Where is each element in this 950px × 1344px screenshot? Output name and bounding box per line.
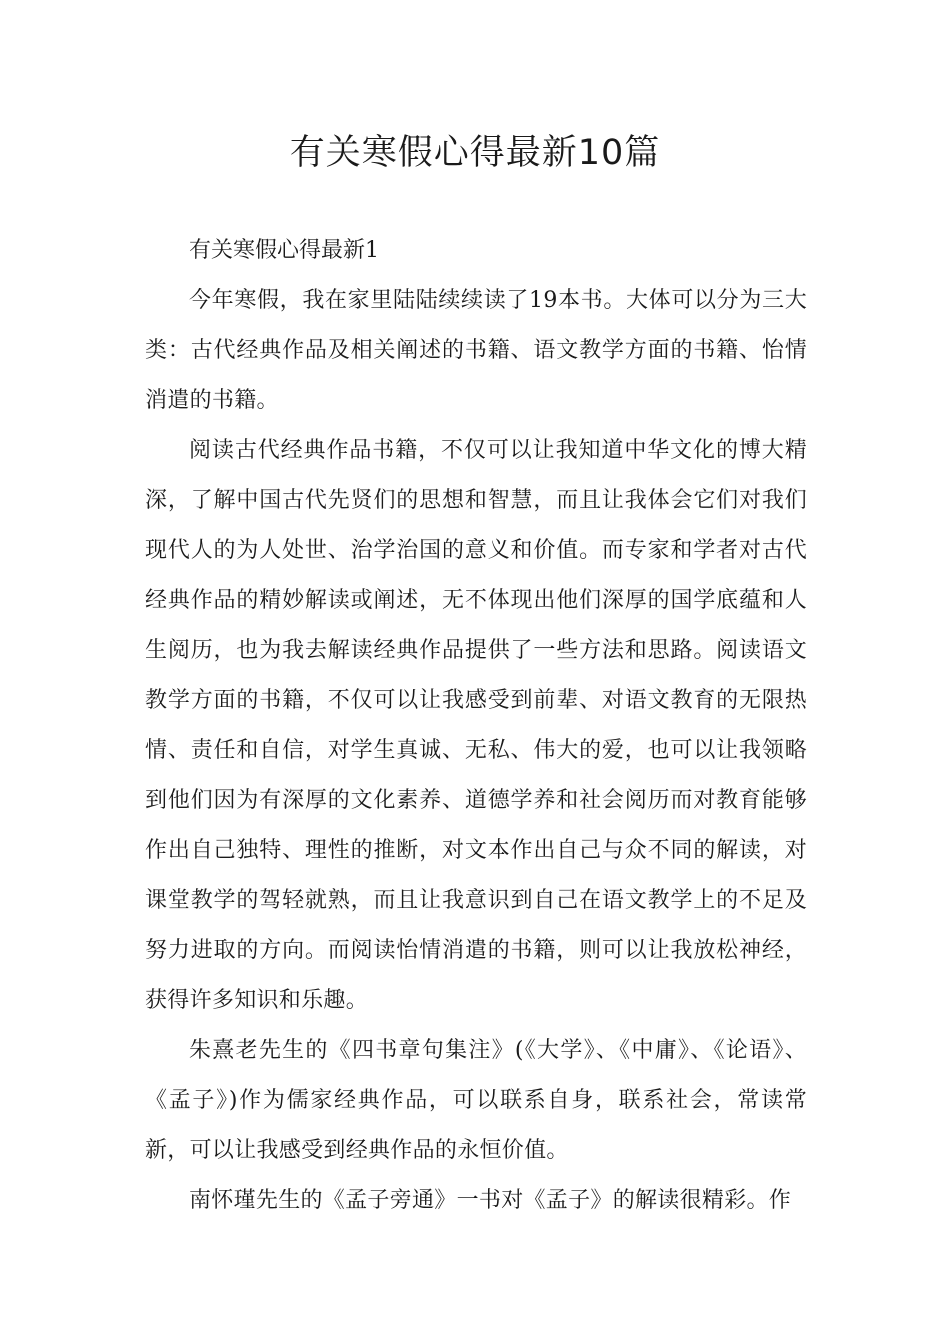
document-body — [145, 226, 807, 1226]
paragraph-2: 阅读古代经典作品书籍，不仅可以让我知道中华文化的博大精深，了解中国古代先贤们的思想和智慧，而且让我体会它们对我们现代人的为人处世、治学治国的意义和价值。而专家和学者对古代经典作品的精妙解读或阐述，无不体现出他们深厚的国学底蕴和人生阅历，也为我去解读经典作品提供了一些方法和思路。阅读语文教学方面的书籍，不仅可以让我感受到前辈、对语文教育的无限热情、责任和自信，对学生真诚、无私、伟大的爱，也可以让我领略到他们因为有深厚的文化素养、道德学养和社会阅历而对教育能够作出自己独特、理性的推断，对文本作出自己与众不同的解读，对课堂教学的驾轻就熟，而且让我意识到自己在语文教学上的不足及努力进取的方向。而阅读怡情消遣的书籍，则可以让我放松神经，获得许多知识和乐趣。 — [145, 438, 807, 1013]
paragraph-4: 南怀瑾先生的《孟子旁通》一书对《孟子》的解读很精彩。作 — [189, 1188, 792, 1213]
section-heading: 有关寒假心得最新1 — [189, 238, 379, 263]
paragraph-1: 今年寒假，我在家里陆陆续续读了19本书。大体可以分为三大类：古代经典作品及相关阐述的书籍、语文教学方面的书籍、怡情消遣的书籍。 — [145, 288, 807, 413]
document-title: 有关寒假心得最新10篇 — [289, 133, 661, 173]
paragraph-3: 朱熹老先生的《四书章句集注》(《大学》、《中庸》、《论语》、《孟子》)作为儒家经典作品，可以联系自身，联系社会，常读常新，可以让我感受到经典作品的永恒价值。 — [145, 1038, 807, 1163]
